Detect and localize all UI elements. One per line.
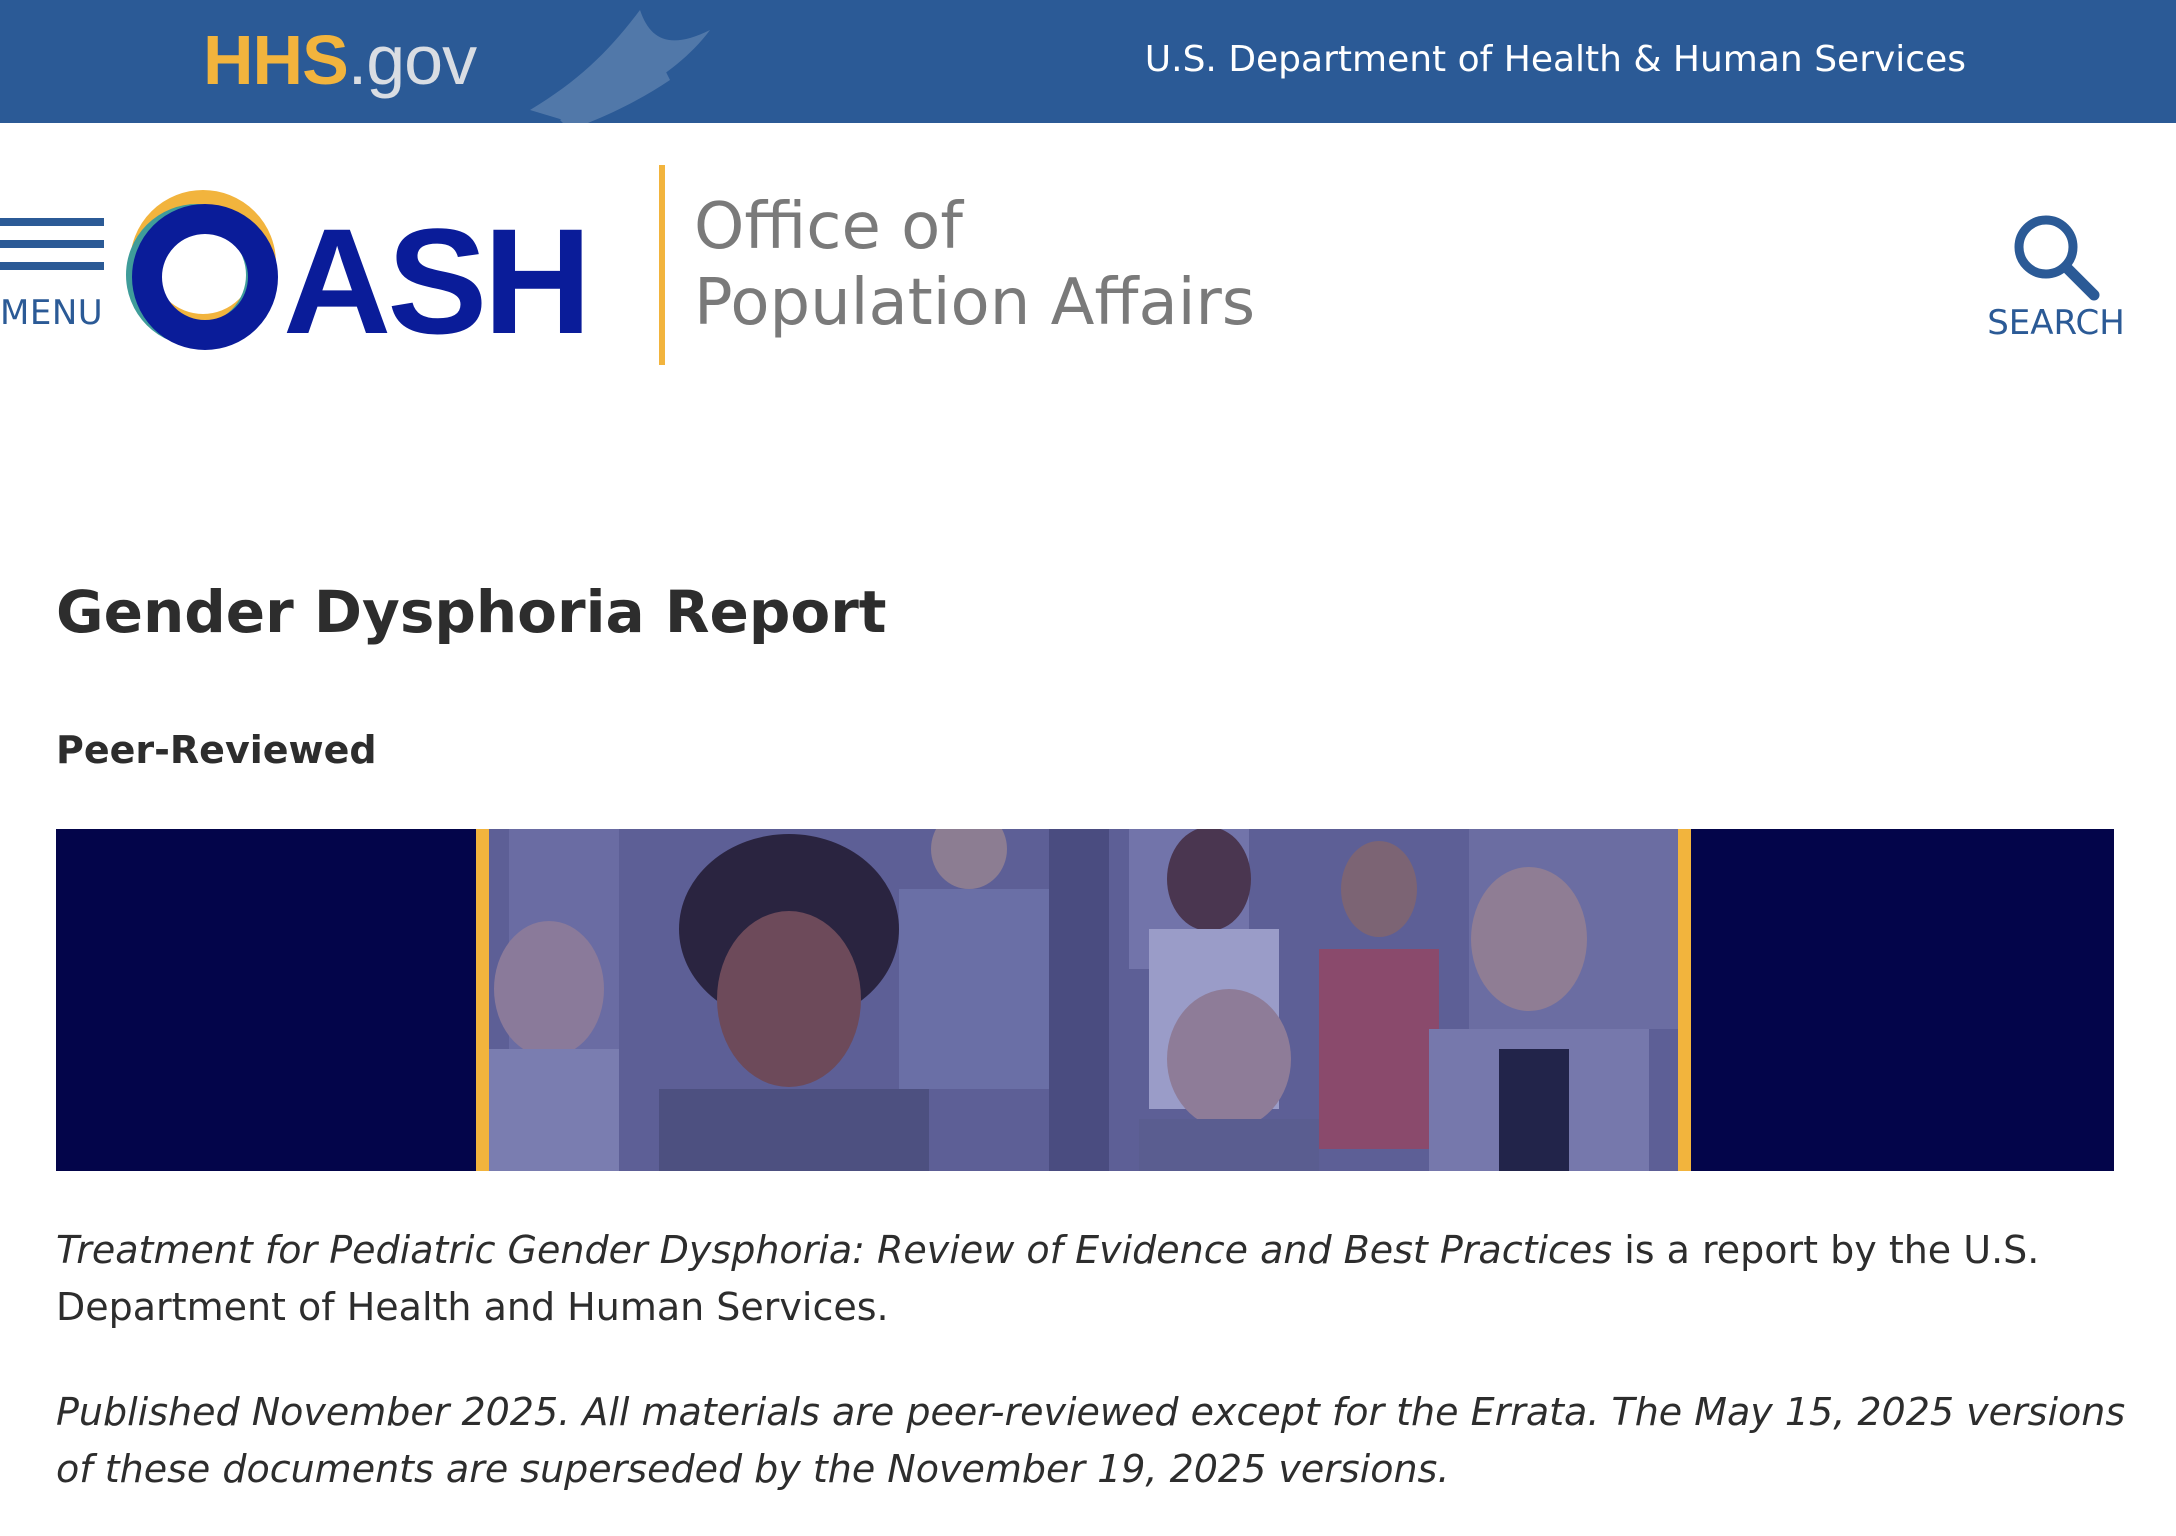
students-photo-illustration	[489, 829, 1678, 1171]
hamburger-icon	[0, 218, 104, 282]
office-name-line1: Office of	[694, 190, 963, 264]
intro-rest: is a report by the U.S. Department of Health and Human Services.	[56, 1228, 2040, 1329]
peer-reviewed-label: Peer-Reviewed	[56, 728, 377, 772]
logo-divider	[659, 165, 665, 365]
hhs-logo-suffix: .gov	[347, 21, 477, 99]
office-name-link[interactable]	[694, 189, 1255, 341]
hero-banner	[56, 829, 2114, 1171]
students-group-photo	[476, 829, 1691, 1171]
search-label: SEARCH	[1987, 303, 2125, 343]
hhs-gov-logo-link[interactable]	[203, 16, 476, 104]
office-name-line2: Population Affairs	[694, 266, 1256, 340]
oash-logo-text: ASH	[283, 197, 588, 363]
magnifier-icon	[2010, 211, 2100, 301]
oash-logo[interactable]	[125, 183, 595, 363]
intro-paragraph	[56, 1222, 2116, 1336]
search-button[interactable]	[1986, 211, 2126, 351]
page-title: Gender Dysphoria Report	[56, 578, 887, 646]
report-title: Treatment for Pediatric Gender Dysphoria: Review of Evidence and Best Practices	[56, 1228, 1613, 1272]
menu-label: MENU	[0, 293, 104, 333]
eagle-icon	[520, 0, 720, 123]
hhs-banner	[0, 0, 2176, 123]
hhs-department-link[interactable]: U.S. Department of Health & Human Services	[1144, 39, 1966, 80]
site-header	[0, 123, 2176, 383]
published-note: Published November 2025. All materials are peer-reviewed except for the Errata. The May 15, 2025 versions of these documents are superseded by the November 19, 2025 versions.	[56, 1390, 2126, 1491]
hhs-logo-strong: HHS	[203, 21, 348, 99]
